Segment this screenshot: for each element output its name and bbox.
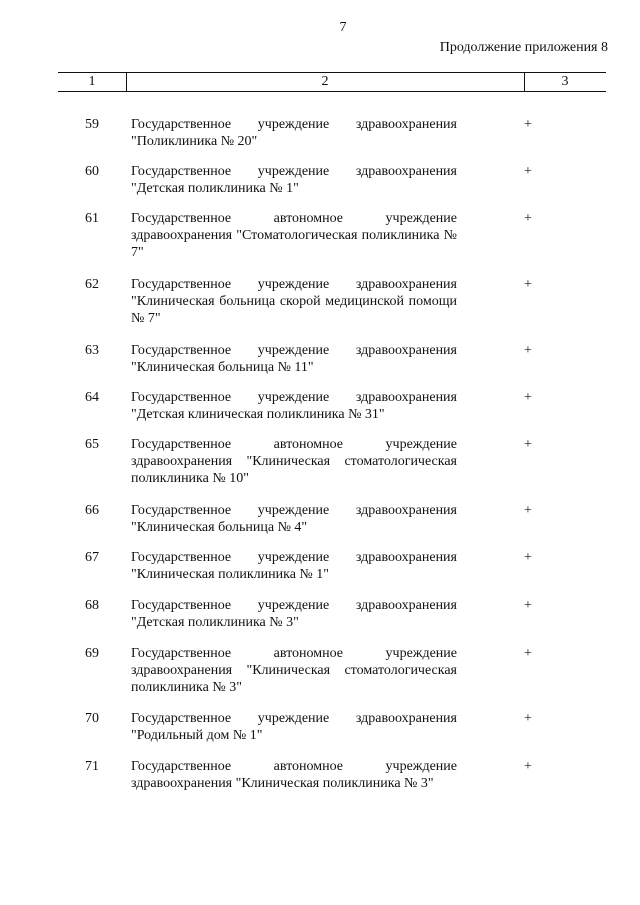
table-row (0, 549, 640, 597)
table-row (0, 436, 640, 502)
row-mark: + (524, 277, 532, 292)
table-row (0, 116, 640, 163)
row-mark: + (524, 598, 532, 613)
row-mark: + (524, 390, 532, 405)
header-cell-number: 1 (58, 73, 127, 91)
institution-name: Государственное учреждение здравоохранения "Клиническая больница № 11" (131, 343, 457, 375)
row-number: 63 (85, 343, 99, 358)
row-number: 61 (85, 211, 99, 226)
row-mark: + (524, 437, 532, 452)
row-mark: + (524, 759, 532, 774)
appendix-continuation-note: Продолжение приложения 8 (439, 40, 608, 55)
header-cell-mark: 3 (561, 74, 569, 89)
row-number: 59 (85, 117, 99, 132)
table-header-row (58, 72, 606, 92)
header-cell-name: 2 (126, 73, 525, 91)
institution-name: Государственное учреждение здравоохранения "Клиническая больница № 4" (131, 503, 457, 535)
row-number: 60 (85, 164, 99, 179)
page-number: 7 (339, 20, 347, 35)
row-mark: + (524, 503, 532, 518)
row-mark: + (524, 211, 532, 226)
row-mark: + (524, 550, 532, 565)
table-row (0, 210, 640, 276)
table-row (0, 342, 640, 389)
institution-name: Государственное учреждение здравоохранения "Детская клиническая поликлиника № 31" (131, 390, 457, 422)
table-row (0, 389, 640, 436)
row-number: 65 (85, 437, 99, 452)
institution-name: Государственное учреждение здравоохранения "Клиническая больница скорой медицинской помощи № 7" (131, 277, 457, 326)
institution-name: Государственное автономное учреждение здравоохранения "Клиническая стоматологическая поликлиника № 10" (131, 437, 457, 486)
row-number: 64 (85, 390, 99, 405)
row-number: 67 (85, 550, 99, 565)
row-mark: + (524, 646, 532, 661)
table-row (0, 710, 640, 758)
row-number: 68 (85, 598, 99, 613)
row-mark: + (524, 343, 532, 358)
table-row (0, 163, 640, 210)
table-row (0, 597, 640, 645)
row-number: 66 (85, 503, 99, 518)
table-row (0, 645, 640, 710)
row-number: 62 (85, 277, 99, 292)
table-row (0, 276, 640, 342)
table-row (0, 502, 640, 549)
institution-name: Государственное автономное учреждение здравоохранения "Стоматологическая поликлиника № 7" (131, 211, 457, 260)
institution-name: Государственное учреждение здравоохранения "Клиническая поликлиника № 1" (131, 550, 457, 582)
row-mark: + (524, 164, 532, 179)
institution-name: Государственное учреждение здравоохранения "Родильный дом № 1" (131, 711, 457, 743)
row-number: 69 (85, 646, 99, 661)
table-row (0, 758, 640, 824)
institution-name: Государственное автономное учреждение здравоохранения "Клиническая поликлиника № 3" (131, 759, 457, 791)
institution-name: Государственное учреждение здравоохранения "Детская поликлиника № 3" (131, 598, 457, 630)
row-mark: + (524, 117, 532, 132)
table-body (0, 116, 640, 824)
row-mark: + (524, 711, 532, 726)
row-number: 71 (85, 759, 99, 774)
institution-name: Государственное учреждение здравоохранения "Детская поликлиника № 1" (131, 164, 457, 196)
institution-name: Государственное автономное учреждение здравоохранения "Клиническая стоматологическая поликлиника № 3" (131, 646, 457, 695)
institution-name: Государственное учреждение здравоохранения "Поликлиника № 20" (131, 117, 457, 149)
row-number: 70 (85, 711, 99, 726)
